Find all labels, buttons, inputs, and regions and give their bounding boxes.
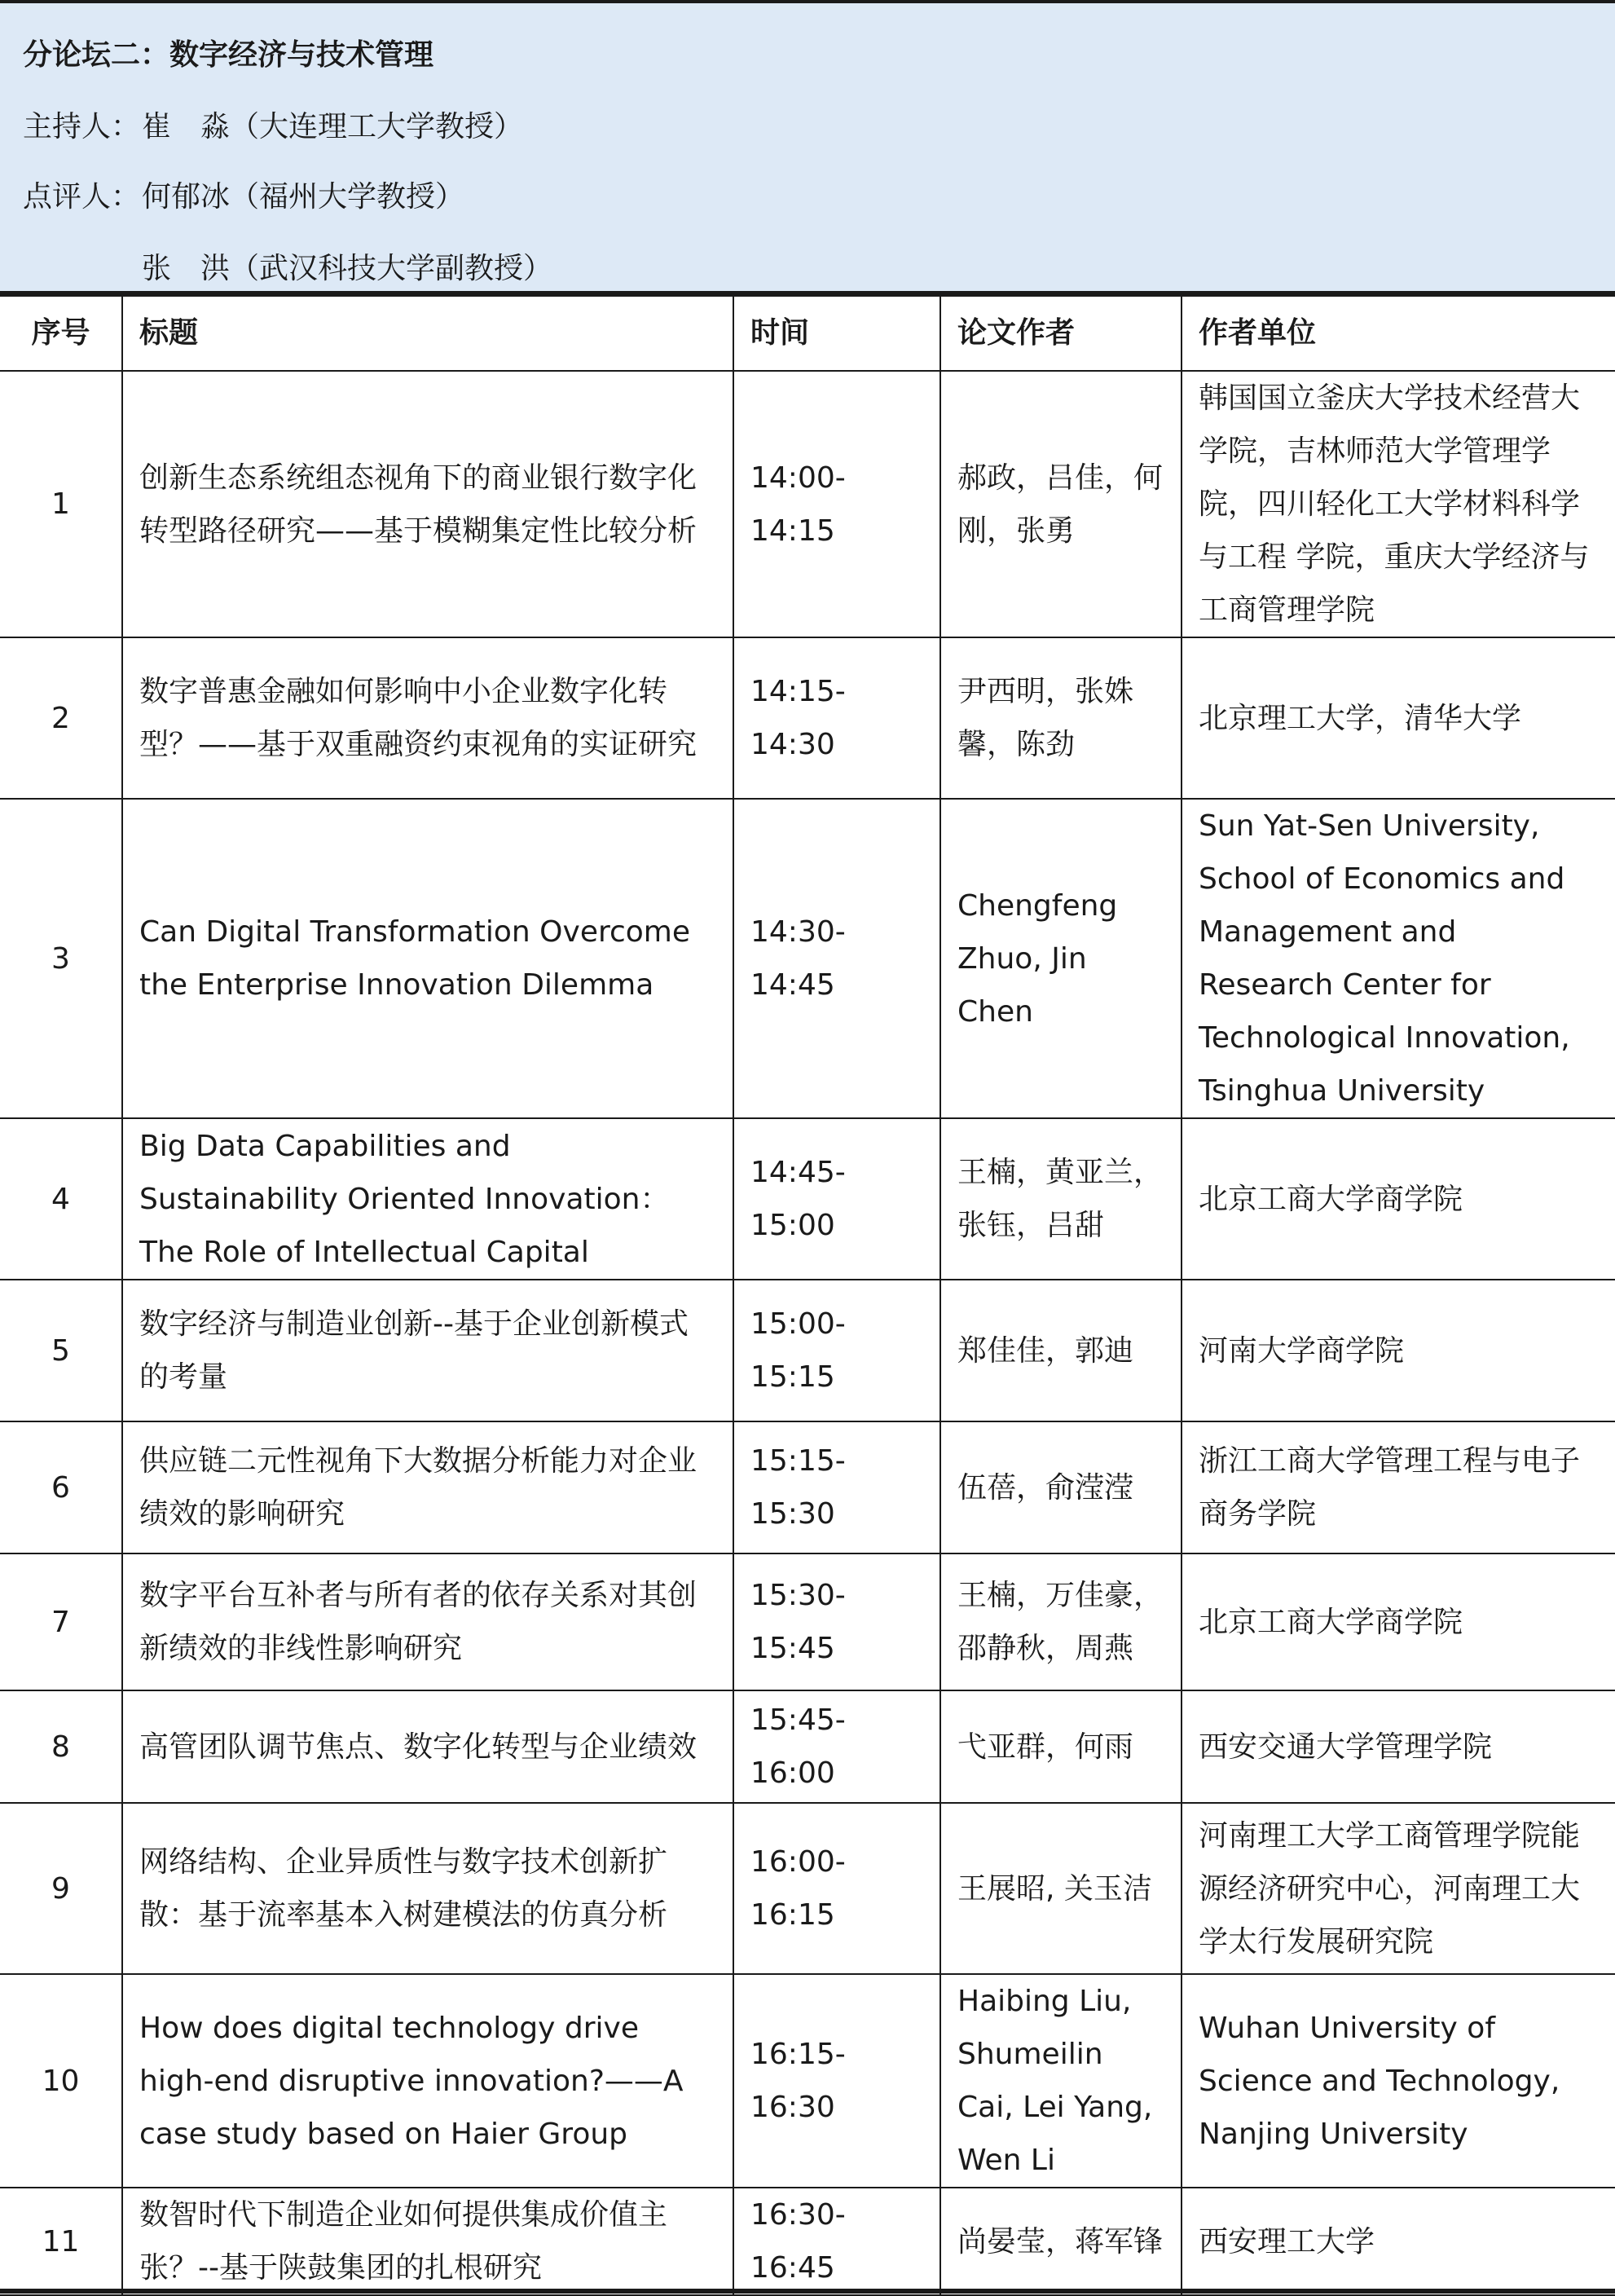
presentation-time: 16:15-16:30 xyxy=(733,1974,940,2188)
table-body xyxy=(0,371,1615,2295)
author-affiliation: Wuhan University of Science and Technology, Nanjing University xyxy=(1182,1974,1615,2188)
presentation-time: 14:15-14:30 xyxy=(733,637,940,799)
paper-title: 供应链二元性视角下大数据分析能力对企业绩效的影响研究 xyxy=(122,1421,733,1553)
author-affiliation: 北京工商大学商学院 xyxy=(1182,1118,1615,1280)
row-number: 4 xyxy=(0,1118,122,1280)
paper-title: 数字平台互补者与所有者的依存关系对其创新绩效的非线性影响研究 xyxy=(122,1553,733,1690)
header-affiliation: 作者单位 xyxy=(1182,296,1615,371)
table-row xyxy=(0,1974,1615,2188)
paper-title: 数字经济与制造业创新--基于企业创新模式的考量 xyxy=(122,1280,733,1421)
table-row xyxy=(0,1280,1615,1421)
table-row xyxy=(0,1553,1615,1690)
header-authors: 论文作者 xyxy=(940,296,1182,371)
paper-authors: 尚晏莹，蒋军锋 xyxy=(940,2188,1182,2295)
paper-title: How does digital technology drive high-end disruptive innovation?——A case study based on Haier Group xyxy=(122,1974,733,2188)
row-number: 6 xyxy=(0,1421,122,1553)
table-row xyxy=(0,637,1615,799)
session-header xyxy=(0,0,1615,295)
paper-authors: Haibing Liu, Shumeilin Cai, Lei Yang, Wen Li xyxy=(940,1974,1182,2188)
paper-title: Big Data Capabilities and Sustainability Oriented Innovation：The Role of Intellectual Capital xyxy=(122,1118,733,1280)
paper-title: 数字普惠金融如何影响中小企业数字化转型？——基于双重融资约束视角的实证研究 xyxy=(122,637,733,799)
header-title: 标题 xyxy=(122,296,733,371)
host-name: 崔 淼（大连理工大学教授） xyxy=(142,110,524,143)
paper-authors: 伍蓓，俞滢滢 xyxy=(940,1421,1182,1553)
row-number: 9 xyxy=(0,1803,122,1974)
presentation-time: 14:45-15:00 xyxy=(733,1118,940,1280)
presentation-time: 14:00-14:15 xyxy=(733,371,940,637)
bottom-rule xyxy=(0,2289,1615,2294)
table-row xyxy=(0,1421,1615,1553)
table-row xyxy=(0,2188,1615,2295)
reviewer-label: 点评人： xyxy=(23,180,141,214)
author-affiliation: 西安理工大学 xyxy=(1182,2188,1615,2295)
paper-authors: 郑佳佳，郭迪 xyxy=(940,1280,1182,1421)
paper-authors: 尹西明，张姝馨，陈劲 xyxy=(940,637,1182,799)
schedule-table xyxy=(0,295,1615,2296)
paper-title: 高管团队调节焦点、数字化转型与企业绩效 xyxy=(122,1690,733,1803)
presentation-time: 15:15-15:30 xyxy=(733,1421,940,1553)
author-affiliation: 北京工商大学商学院 xyxy=(1182,1553,1615,1690)
paper-title: 网络结构、企业异质性与数字技术创新扩散：基于流率基本入树建模法的仿真分析 xyxy=(122,1803,733,1974)
row-number: 1 xyxy=(0,371,122,637)
author-affiliation: 西安交通大学管理学院 xyxy=(1182,1690,1615,1803)
row-number: 2 xyxy=(0,637,122,799)
paper-authors: 王楠，黄亚兰，张钰，吕甜 xyxy=(940,1118,1182,1280)
presentation-time: 16:00-16:15 xyxy=(733,1803,940,1974)
table-row xyxy=(0,1690,1615,1803)
reviewer-line xyxy=(23,179,464,215)
paper-title: Can Digital Transformation Overcome the Enterprise Innovation Dilemma xyxy=(122,799,733,1118)
row-number: 3 xyxy=(0,799,122,1118)
host-line xyxy=(23,109,523,145)
presentation-time: 14:30-14:45 xyxy=(733,799,940,1118)
row-number: 8 xyxy=(0,1690,122,1803)
presentation-time: 15:30-15:45 xyxy=(733,1553,940,1690)
host-label: 主持人： xyxy=(23,110,141,143)
row-number: 10 xyxy=(0,1974,122,2188)
reviewer-name-2: 张 洪（武汉科技大学副教授） xyxy=(142,252,553,285)
paper-title: 数智时代下制造企业如何提供集成价值主张？--基于陕鼓集团的扎根研究 xyxy=(122,2188,733,2295)
paper-authors: 王楠，万佳豪，邵静秋，周燕 xyxy=(940,1553,1182,1690)
reviewer-name-1: 何郁冰（福州大学教授） xyxy=(142,180,465,214)
presentation-time: 15:00-15:15 xyxy=(733,1280,940,1421)
presentation-time: 16:30-16:45 xyxy=(733,2188,940,2295)
header-time: 时间 xyxy=(733,296,940,371)
author-affiliation: 韩国国立釜庆大学技术经营大学院，吉林师范大学管理学院，四川轻化工大学材料科学与工程 学院，重庆大学经济与工商管理学院 xyxy=(1182,371,1615,637)
row-number: 5 xyxy=(0,1280,122,1421)
table-row xyxy=(0,799,1615,1118)
presentation-time: 15:45-16:00 xyxy=(733,1690,940,1803)
paper-authors: 郝政，吕佳，何刚，张勇 xyxy=(940,371,1182,637)
table-row xyxy=(0,1803,1615,1974)
author-affiliation: 北京理工大学，清华大学 xyxy=(1182,637,1615,799)
paper-title: 创新生态系统组态视角下的商业银行数字化转型路径研究——基于模糊集定性比较分析 xyxy=(122,371,733,637)
session-title: 分论坛二：数字经济与技术管理 xyxy=(23,38,434,72)
author-affiliation: Sun Yat-Sen University, School of Economics and Management and Research Center for Technological Innovation, Tsinghua University xyxy=(1182,799,1615,1118)
author-affiliation: 河南大学商学院 xyxy=(1182,1280,1615,1421)
table-row xyxy=(0,371,1615,637)
paper-authors: Chengfeng Zhuo, Jin Chen xyxy=(940,799,1182,1118)
paper-authors: 王展昭, 关玉洁 xyxy=(940,1803,1182,1974)
paper-authors: 弋亚群，何雨 xyxy=(940,1690,1182,1803)
header-no: 序号 xyxy=(0,296,122,371)
table-header-row xyxy=(0,296,1615,371)
author-affiliation: 河南理工大学工商管理学院能源经济研究中心，河南理工大学太行发展研究院 xyxy=(1182,1803,1615,1974)
row-number: 11 xyxy=(0,2188,122,2295)
table-row xyxy=(0,1118,1615,1280)
row-number: 7 xyxy=(0,1553,122,1690)
author-affiliation: 浙江工商大学管理工程与电子商务学院 xyxy=(1182,1421,1615,1553)
